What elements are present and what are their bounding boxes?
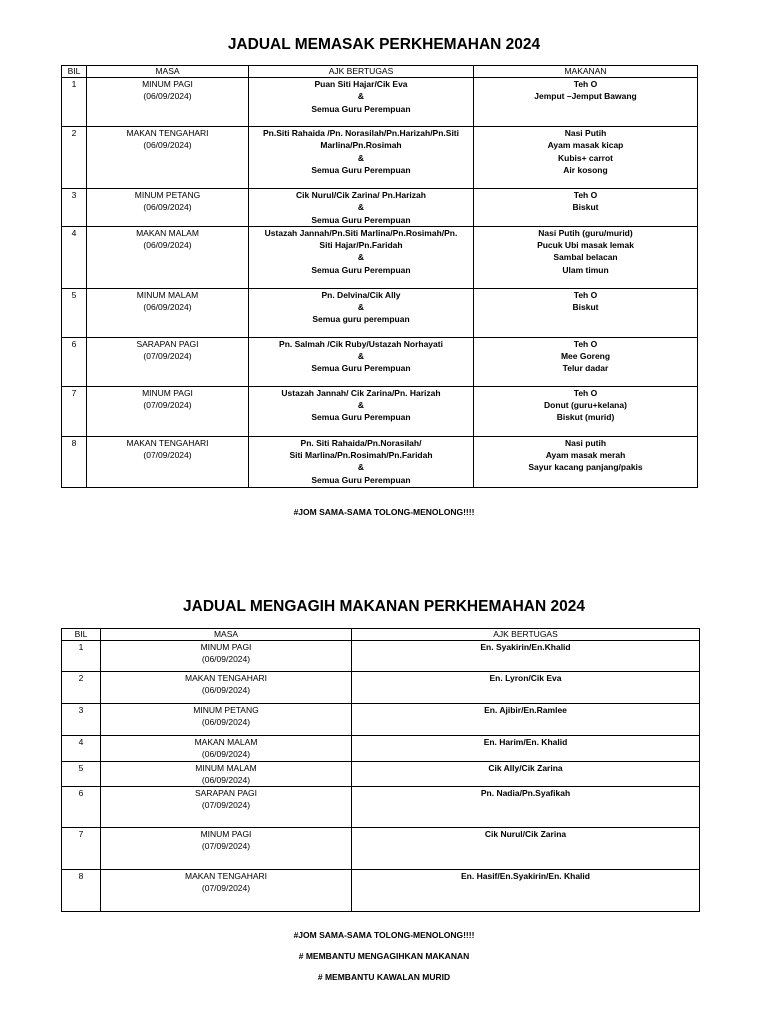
table-row [62,127,698,189]
table-row [62,736,700,762]
header-makanan: MAKANAN [474,66,698,78]
masa-cell: MINUM MALAM (06/09/2024) [87,288,249,337]
ajk-cell: En. Syakirin/En.Khalid [352,641,700,672]
bil-cell: 7 [62,386,87,436]
table2-title: JADUAL MENGAGIH MAKANAN PERKHEMAHAN 2024 [183,598,585,615]
table-header-row [62,629,700,641]
ajk-cell: Puan Siti Hajar/Cik Eva & Semua Guru Perempuan [249,78,474,127]
ajk-cell: Pn. Nadia/Pn.Syafikah [352,787,700,828]
masa-cell: MAKAN TENGAHARI (06/09/2024) [101,672,352,704]
ajk-cell: En. Ajibir/En.Ramlee [352,704,700,736]
bil-cell: 2 [62,672,101,704]
ajk-cell: Cik Nurul/Cik Zarina [352,828,700,870]
masa-cell: MINUM PETANG (06/09/2024) [101,704,352,736]
bil-cell: 4 [62,226,87,288]
header-ajk: AJK BERTUGAS [249,66,474,78]
table-row [62,828,700,870]
ajk-cell: Pn.Siti Rahaida /Pn. Norasilah/Pn.Harizah/Pn.Siti Marlina/Pn.Rosimah & Semua Guru Perempuan [249,127,474,189]
ajk-cell: Ustazah Jannah/Pn.Siti Marlina/Pn.Rosimah/Pn. Siti Hajar/Pn.Faridah & Semua Guru Perempuan [249,226,474,288]
bil-cell: 1 [62,641,101,672]
table-row [62,189,698,227]
masa-cell: MINUM PAGI (07/09/2024) [101,828,352,870]
masa-cell: MAKAN MALAM (06/09/2024) [87,226,249,288]
header-bil: BIL [62,66,87,78]
ajk-cell: Pn. Delvina/Cik Ally & Semua guru perempuan [249,288,474,337]
table1-title: JADUAL MEMASAK PERKHEMAHAN 2024 [227,36,541,53]
ajk-cell: Pn. Siti Rahaida/Pn.Norasilah/ Siti Marlina/Pn.Rosimah/Pn.Faridah & Semua Guru Perempuan [249,436,474,487]
table-row [62,226,698,288]
bil-cell: 6 [62,787,101,828]
ajk-cell: Cik Ally/Cik Zarina [352,761,700,787]
ajk-cell: Cik Nurul/Cik Zarina/ Pn.Harizah & Semua Guru Perempuan [249,189,474,227]
masa-cell: MAKAN TENGAHARI (07/09/2024) [87,436,249,487]
bil-cell: 4 [62,736,101,762]
masa-cell: MINUM MALAM (06/09/2024) [101,761,352,787]
masa-cell: MINUM PAGI (06/09/2024) [101,641,352,672]
makanan-cell: Nasi Putih (guru/murid) Pucuk Ubi masak lemak Sambal belacan Ulam timun [474,226,698,288]
header-masa: MASA [87,66,249,78]
table-row [62,870,700,912]
bil-cell: 2 [62,127,87,189]
masa-cell: MAKAN TENGAHARI (06/09/2024) [87,127,249,189]
masa-cell: MINUM PETANG (06/09/2024) [87,189,249,227]
bil-cell: 5 [62,761,101,787]
table-row [62,641,700,672]
header-ajk: AJK BERTUGAS [352,629,700,641]
ajk-cell: En. Harim/En. Khalid [352,736,700,762]
table2-note-1: #JOM SAMA-SAMA TOLONG-MENOLONG!!!! [293,930,475,940]
bil-cell: 3 [62,189,87,227]
masa-cell: MINUM PAGI (07/09/2024) [87,386,249,436]
table-row [62,704,700,736]
makanan-cell: Nasi Putih Ayam masak kicap Kubis+ carrot Air kosong [474,127,698,189]
bil-cell: 3 [62,704,101,736]
bil-cell: 7 [62,828,101,870]
table-row [62,337,698,386]
ajk-cell: En. Hasif/En.Syakirin/En. Khalid [352,870,700,912]
masa-cell: MAKAN TENGAHARI (07/09/2024) [101,870,352,912]
header-bil: BIL [62,629,101,641]
table-row [62,78,698,127]
makanan-cell: Teh O Donut (guru+kelana) Biskut (murid) [474,386,698,436]
masa-cell: SARAPAN PAGI (07/09/2024) [101,787,352,828]
table-header-row [62,66,698,78]
ajk-cell: Ustazah Jannah/ Cik Zarina/Pn. Harizah & Semua Guru Perempuan [249,386,474,436]
header-masa: MASA [101,629,352,641]
bil-cell: 5 [62,288,87,337]
bil-cell: 6 [62,337,87,386]
bil-cell: 8 [62,436,87,487]
makanan-cell: Teh O Biskut [474,189,698,227]
cooking-schedule-table [61,65,698,488]
makanan-cell: Teh O Biskut [474,288,698,337]
table2-note-3: # MEMBANTU KAWALAN MURID [317,972,451,982]
table2-note-2: # MEMBANTU MENGAGIHKAN MAKANAN [298,951,470,961]
ajk-cell: Pn. Salmah /Cik Ruby/Ustazah Norhayati & Semua Guru Perempuan [249,337,474,386]
table-row [62,761,700,787]
masa-cell: MINUM PAGI (06/09/2024) [87,78,249,127]
serving-schedule-table [61,628,700,912]
ajk-cell: En. Lyron/Cik Eva [352,672,700,704]
masa-cell: SARAPAN PAGI (07/09/2024) [87,337,249,386]
masa-cell: MAKAN MALAM (06/09/2024) [101,736,352,762]
table-row [62,386,698,436]
makanan-cell: Teh O Jemput –Jemput Bawang [474,78,698,127]
makanan-cell: Teh O Mee Goreng Telur dadar [474,337,698,386]
makanan-cell: Nasi putih Ayam masak merah Sayur kacang panjang/pakis [474,436,698,487]
table1-note: #JOM SAMA-SAMA TOLONG-MENOLONG!!!! [293,507,475,517]
bil-cell: 1 [62,78,87,127]
table-row [62,787,700,828]
bil-cell: 8 [62,870,101,912]
table-row [62,672,700,704]
table-row [62,436,698,487]
table-row [62,288,698,337]
